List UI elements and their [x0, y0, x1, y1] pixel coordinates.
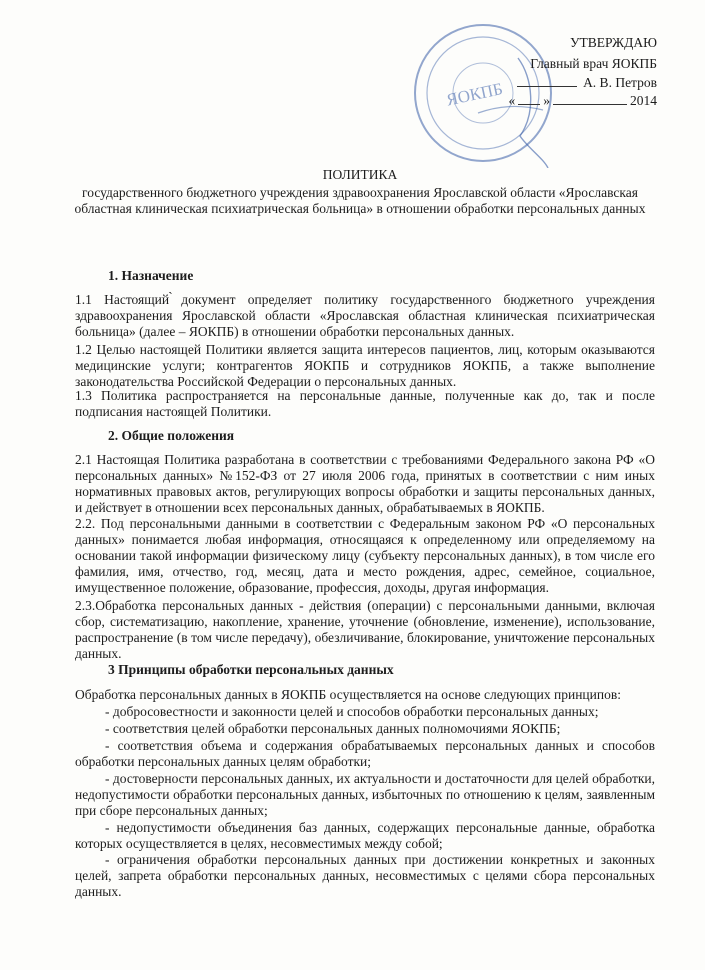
paragraph-2-3: 2.3.Обработка персональных данных - действия (операции) с персональными данными, включая сбор, систематизацию, накопление, хранение, уточнение (обновление, изменение), использование, распространение (в том числе передачу), обезличивание, блокирование, уничтожение персональных данных.	[75, 598, 655, 661]
title-sub: государственного бюджетного учреждения здравоохранения Ярославской области «Ярославская областная клиническая психиатрическая больница» в отношении обработки персональных данных	[74, 185, 646, 216]
section-3-intro: Обработка персональных данных в ЯОКПБ осуществляется на основе следующих принципов:	[75, 687, 621, 702]
date-open-quote: «	[508, 93, 516, 108]
principle-item: - соответствия целей обработки персональных данных полномочиями ЯОКПБ;	[105, 721, 561, 736]
date-close-quote: »	[543, 93, 550, 108]
month-blank	[553, 92, 627, 105]
section-3-heading: 3 Принципы обработки персональных данных	[108, 662, 394, 677]
principle-item: - соответствия объема и содержания обрабатываемых персональных данных и способов обработки персональных данных целям обработки;	[75, 738, 655, 769]
document-title	[60, 167, 660, 217]
stamp-text: ЯОКПБ	[444, 79, 505, 110]
approval-year: 2014	[630, 93, 657, 108]
section-2-heading: 2. Общие положения	[108, 428, 235, 443]
principle-item: - недопустимости объединения баз данных, содержащих персональные данные, обработка которых осуществляется в целях, несовместимых между собой;	[75, 820, 655, 851]
principle-item: - добросовестности и законности целей и способов обработки персональных данных;	[105, 704, 599, 719]
title-main: ПОЛИТИКА	[322, 167, 398, 182]
signature-line	[517, 74, 577, 87]
approval-date	[457, 92, 657, 109]
approval-heading: УТВЕРЖДАЮ	[569, 35, 657, 50]
day-blank	[518, 92, 540, 105]
approval-block	[457, 34, 657, 109]
paragraph-1-1: 1.1 Настоящий ̀документ определяет политику государственного бюджетного учреждения здравоохранения Ярославской области «Ярославская областная клиническая психиатрическая больница» (далее – ЯОКПБ) в отношении обработки персональных данных.	[75, 292, 655, 339]
approval-position: Главный врач ЯОКПБ	[530, 56, 657, 71]
paragraph-2-1: 2.1 Настоящая Политика разработана в соответствии с требованиями Федерального закона РФ «О персональных данных» №152-ФЗ от 27 июля 2006 года, принятых в соответствии с ним иных нормативных правовых актов, регулирующих вопросы обработки и защиты персональных данных, и действует в отношении всех персональных данных, обрабатываемых в ЯОКПБ.	[75, 452, 655, 515]
paragraph-1-3: 1.3 Политика распространяется на персональные данные, полученные как до, так и после подписания настоящей Политики.	[75, 388, 655, 419]
principle-item: - ограничения обработки персональных данных при достижении конкретных и законных целей, запрета обработки персональных данных, несовместимых с целями сбора персональных данных.	[75, 852, 655, 899]
paragraph-1-2: 1.2 Целью настоящей Политики является защита интересов пациентов, лиц, которым оказываются медицинские услуги; контрагентов ЯОКПБ и сотрудников ЯОКПБ, а также выполнение законодательства Российской Федерации о персональных данных.	[75, 342, 655, 389]
principle-item: - достоверности персональных данных, их актуальности и достаточности для целей обработки, недопустимости обработки персональных данных, избыточных по отношению к целям, заявленным при сборе персональных данных;	[75, 771, 655, 818]
section-1-heading: 1. Назначение	[108, 268, 194, 283]
approval-name: А. В. Петров	[583, 75, 657, 90]
paragraph-2-2: 2.2. Под персональными данными в соответствии с Федеральным законом РФ «О персональных данных» понимается любая информация, относящаяся к определенному или определяемому на основании такой информации физическому лицу (субъекту персональных данных), в том числе его фамилия, имя, отчество, год, месяц, дата и место рождения, адрес, семейное, социальное, имущественное положение, образование, профессия, доходы, другая информация.	[75, 516, 655, 595]
